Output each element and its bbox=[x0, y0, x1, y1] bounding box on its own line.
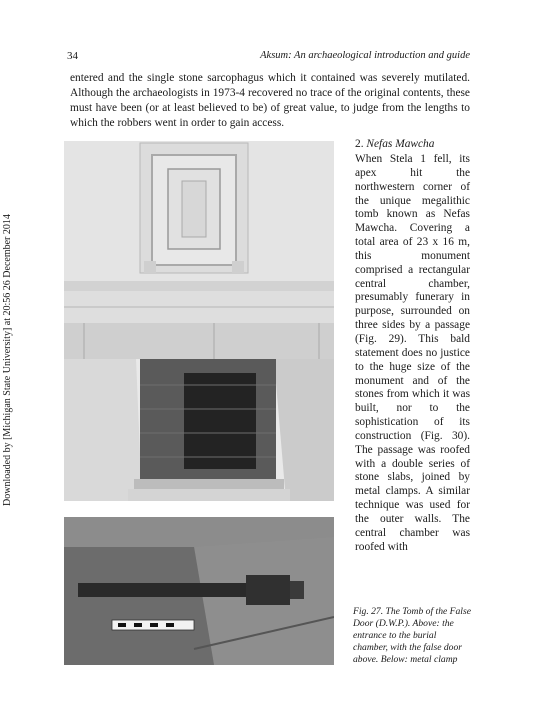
intro-paragraph: entered and the single stone sarcophagus which it contained was severely mutilated. Although the archaeologists in 1973-4 recovered no trace of the original contents, these must have been (or at least believed to be) of great value, to judge from the lengths to which the robbers went in order to gain access. bbox=[70, 72, 470, 129]
section-body: When Stela 1 fell, its apex hit the northwestern corner of the unique megalithic tomb known as Nefas Mawcha. Covering a total area of 23 x 16 m, this monument comprised a rectangular central chamber, presumably funerary in purpose, surrounded on three sides by a passage (Fig. 29). This bald statement does no justice to the huge size of the monument and of the stones from which it was built, nor to the sophistication of its construction (Fig. 30). The passage was roofed with a double series of stone slabs, joined by metal clamps. A similar technique was used for the outer walls. The central chamber was roofed with bbox=[355, 153, 470, 553]
metal-clamp-photo bbox=[64, 517, 334, 665]
section-title: Nefas Mawcha bbox=[366, 138, 435, 150]
tomb-entrance-photo bbox=[64, 141, 334, 501]
running-head: Aksum: An archaeological introduction and guide bbox=[260, 50, 470, 61]
section-heading bbox=[355, 138, 434, 150]
download-sidebar-note: Downloaded by [Michigan State University] at 20:56 26 December 2014 bbox=[2, 214, 13, 506]
page-number: 34 bbox=[67, 50, 78, 62]
figure-caption: Fig. 27. The Tomb of the False Door (D.W.P.). Above: the entrance to the burial chamber, with the false door above. Below: metal clamp bbox=[353, 606, 471, 665]
section-number: 2. bbox=[355, 138, 364, 150]
